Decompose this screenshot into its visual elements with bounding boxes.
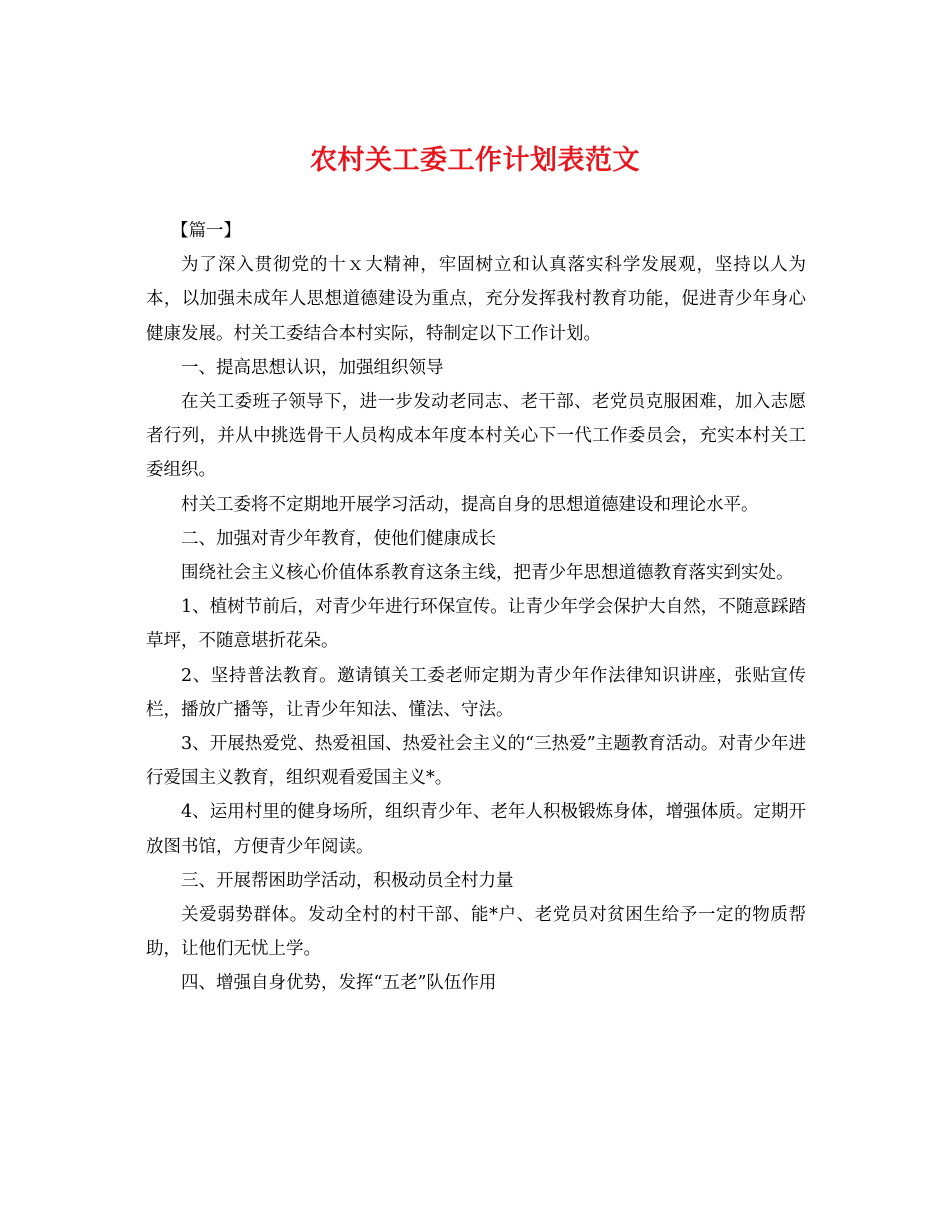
list-item: 4、运用村里的健身场所，组织青少年、老年人积极锻炼身体，增强体质。定期开放图书馆，方便青少年阅读。 <box>146 802 806 857</box>
document-body <box>146 214 806 1001</box>
section-heading-1: 一、提高思想认识，加强组织领导 <box>181 357 444 378</box>
list-item: 1、植树节前后，对青少年进行环保宣传。让青少年学会保护大自然，不随意踩踏草坪，不随意堪折花朵。 <box>146 597 806 652</box>
section-heading-2: 二、加强对青少年教育，使他们健康成长 <box>181 528 496 549</box>
paragraph: 围绕社会主义核心价值体系教育这条主线，把青少年思想道德教育落实到实处。 <box>181 563 794 584</box>
section-heading-4: 四、增强自身优势，发挥“五老”队伍作用 <box>181 973 497 994</box>
paragraph: 村关工委将不定期地开展学习活动，提高自身的思想道德建设和理论水平。 <box>181 494 759 515</box>
paragraph: 关爱弱势群体。发动全村的村干部、能*户、老党员对贫困生给予一定的物质帮助，让他们无忧上学。 <box>146 905 806 960</box>
list-item: 3、开展热爱党、热爱祖国、热爱社会主义的“三热爱”主题教育活动。对青少年进行爱国主义教育，组织观看爱国主义*。 <box>146 734 806 789</box>
document-title: 农村关工委工作计划表范文 <box>310 145 640 176</box>
intro-paragraph: 为了深入贯彻党的十ｘ大精神，牢固树立和认真落实科学发展观，坚持以人为本，以加强未成年人思想道德建设为重点，充分发挥我村教育功能，促进青少年身心健康发展。村关工委结合本村实际，特制定以下工作计划。 <box>146 255 806 344</box>
list-item: 2、坚持普法教育。邀请镇关工委老师定期为青少年作法律知识讲座，张贴宣传栏，播放广播等，让青少年知法、懂法、守法。 <box>146 665 806 720</box>
section-heading-3: 三、开展帮困助学活动，积极动员全村力量 <box>181 870 514 891</box>
section-tag: 【篇一】 <box>171 221 241 241</box>
paragraph: 在关工委班子领导下，进一步发动老同志、老干部、老党员克服困难，加入志愿者行列，并从中挑选骨干人员构成本年度本村关心下一代工作委员会，充实本村关工委组织。 <box>146 392 806 481</box>
